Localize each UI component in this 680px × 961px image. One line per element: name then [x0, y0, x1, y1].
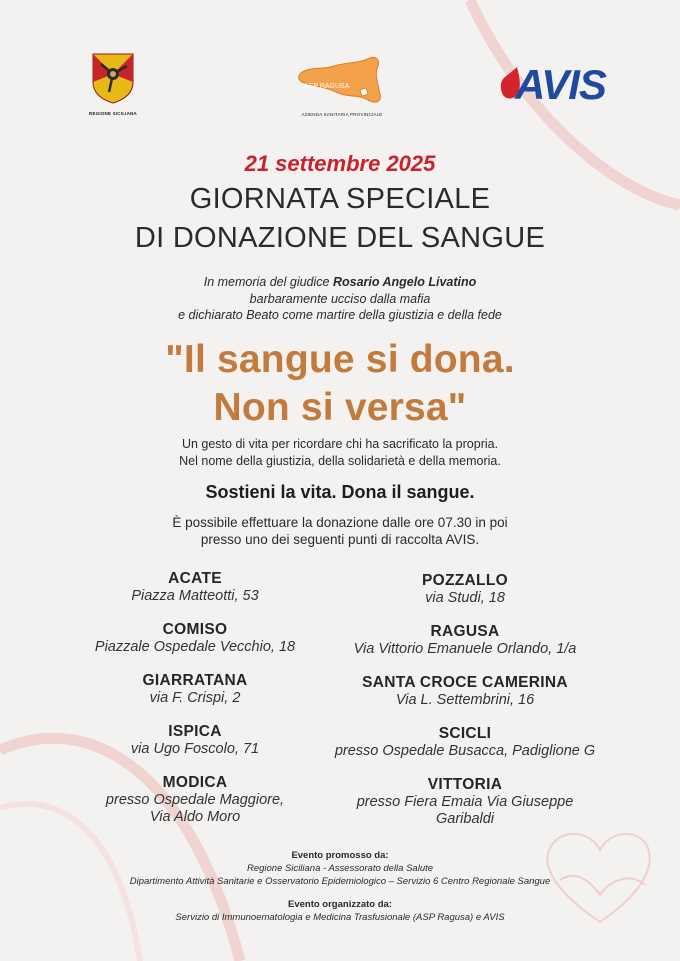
location-name: ACATE — [168, 570, 222, 587]
regione-siciliana-logo — [88, 52, 138, 116]
location-name: SANTA CROCE CAMERINA — [362, 674, 568, 691]
memorial-prefix: In memoria del giudice — [203, 275, 333, 289]
location-address: presso Fiera Emaia Via Giuseppe Garibaldi — [356, 794, 574, 827]
location-address: presso Ospedale Maggiore, Via Aldo Moro — [105, 792, 285, 825]
location-pozzallo — [315, 572, 615, 607]
memorial-line-3: e dichiarato Beato come martire della giustizia e della fede — [178, 308, 502, 322]
location-address: Via L. Settembrini, 16 — [395, 692, 535, 708]
location-name: POZZALLO — [422, 572, 508, 589]
subtitle-line-1: Un gesto di vita per ricordare chi ha sacrificato la propria. — [181, 437, 499, 451]
location-name: MODICA — [162, 774, 228, 791]
location-scicli — [315, 725, 615, 760]
title-line-2: DI DONAZIONE DEL SANGUE — [134, 222, 546, 254]
slogan: Sostieni la vita. Dona il sangue. — [205, 482, 475, 502]
organized-label: Evento organizzato da: — [288, 899, 392, 910]
location-comiso — [70, 621, 320, 656]
quote-line-2: Non si versa" — [213, 386, 467, 429]
location-ragusa — [315, 623, 615, 658]
avis-wordmark: AVIS — [515, 61, 606, 105]
location-name: RAGUSA — [430, 623, 500, 640]
location-name: COMISO — [162, 621, 228, 638]
promoted-label: Evento promosso da: — [291, 850, 389, 861]
asp-caption: AZIENDA SANITARIA PROVINCIALE — [301, 112, 383, 117]
regione-siciliana-crest-icon — [91, 52, 135, 104]
location-santa-croce-camerina — [315, 674, 615, 709]
asp-name-text: ASP RAGUSA — [304, 83, 350, 90]
info-line-1: È possibile effettuare la donazione dalle ore 07.30 in poi — [172, 515, 508, 530]
location-address: via Studi, 18 — [425, 590, 505, 606]
location-vittoria — [315, 776, 615, 828]
memorial-name: Rosario Angelo Livatino — [332, 275, 477, 289]
asp-ragusa-logo — [296, 54, 388, 117]
promoted-line-1: Regione Siciliana - Assessorato della Salute — [246, 863, 434, 874]
quote-line-1: "Il sangue si dona. — [165, 338, 515, 381]
location-name: VITTORIA — [427, 776, 503, 793]
location-address: via F. Crispi, 2 — [149, 690, 241, 706]
sicily-map-icon — [296, 54, 388, 106]
location-acate — [70, 570, 320, 605]
organized-line-1: Servizio di Immunoematologia e Medicina Trasfusionale (ASP Ragusa) e AVIS — [175, 912, 505, 923]
info-line-2: presso uno dei seguenti punti di raccolta AVIS. — [200, 532, 480, 547]
location-address: via Ugo Foscolo, 71 — [130, 741, 260, 757]
location-address: Piazzale Ospedale Vecchio, 18 — [94, 639, 296, 655]
memorial-line-1 — [0, 275, 680, 289]
location-giarratana — [70, 672, 320, 707]
subtitle-line-2: Nel nome della giustizia, della solidarietà e della memoria. — [179, 454, 501, 468]
memorial-line-2: barbaramente ucciso dalla mafia — [249, 292, 431, 306]
location-name: ISPICA — [168, 723, 222, 740]
location-modica — [70, 774, 320, 826]
title-line-1: GIORNATA SPECIALE — [189, 183, 491, 215]
location-name: SCICLI — [438, 725, 492, 742]
avis-logo — [497, 61, 637, 110]
location-address: presso Ospedale Busacca, Padiglione G — [334, 743, 596, 759]
event-date: 21 settembre 2025 — [244, 151, 436, 176]
location-address: Via Vittorio Emanuele Orlando, 1/a — [353, 641, 577, 657]
regione-siciliana-caption: REGIONE SICILIANA — [89, 111, 137, 116]
promoted-line-2: Dipartimento Attività Sanitarie e Osservatorio Epidemiologico – Servizio 6 Centro Regionale Sangue — [129, 876, 551, 887]
location-address: Piazza Matteotti, 53 — [131, 588, 259, 604]
location-name: GIARRATANA — [142, 672, 248, 689]
location-ispica — [70, 723, 320, 758]
